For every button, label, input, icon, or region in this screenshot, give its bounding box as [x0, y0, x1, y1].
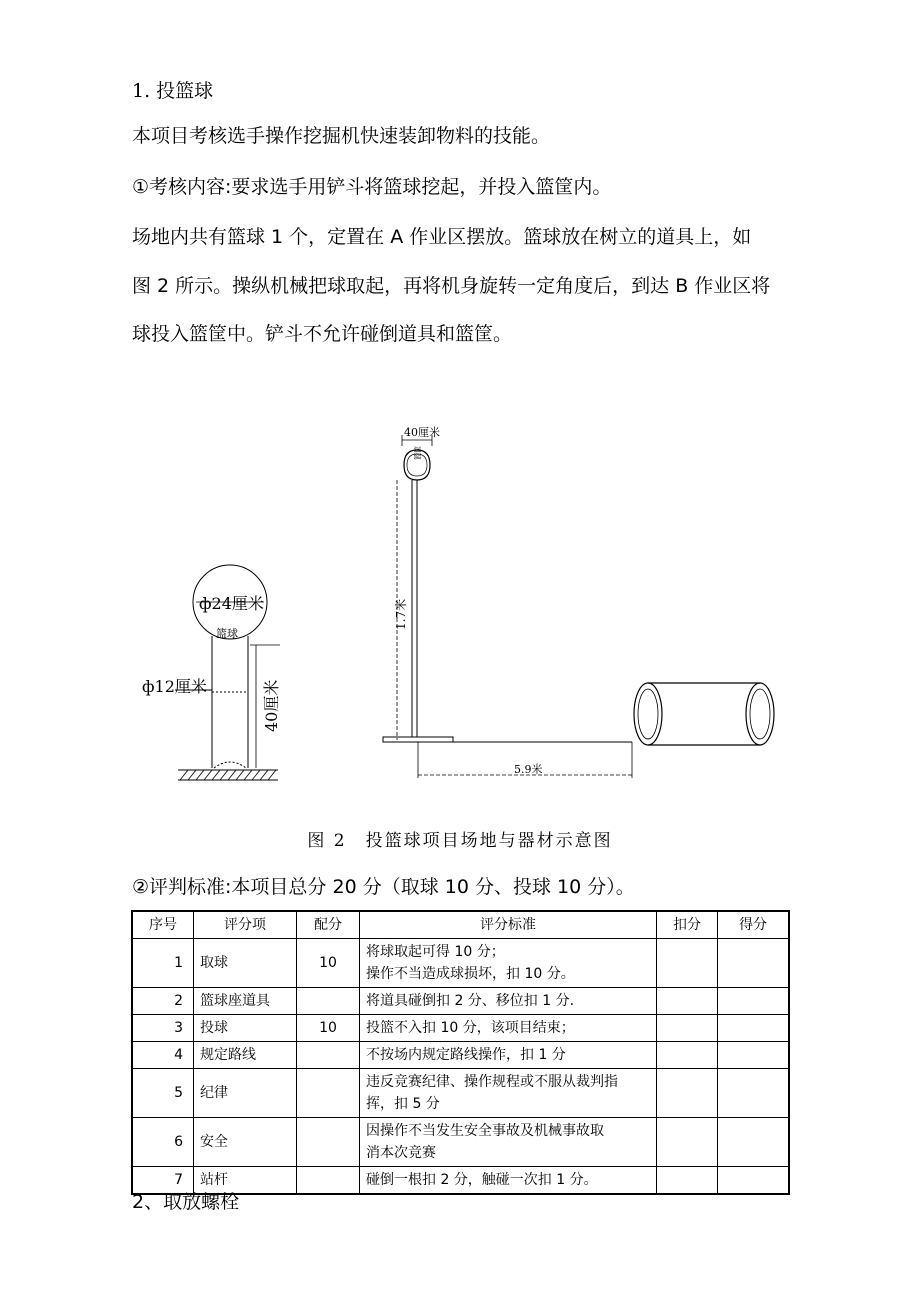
row-score	[297, 1069, 360, 1118]
table-row	[132, 1042, 789, 1069]
col-got: 得分	[718, 911, 790, 939]
row-criteria: 将道具碰倒扣 2 分、移位扣 1 分.	[360, 988, 657, 1015]
paragraph-content: ①考核内容:要求选手用铲斗将篮球挖起，并投入篮筐内。	[132, 176, 612, 198]
row-number: 1	[132, 939, 194, 988]
row-got	[718, 1015, 790, 1042]
table-header-row	[132, 911, 789, 939]
row-number: 4	[132, 1042, 194, 1069]
table-row	[132, 939, 789, 988]
table-row	[132, 1015, 789, 1042]
post-height-label: 40厘米	[262, 679, 281, 732]
row-number: 7	[132, 1167, 194, 1195]
row-criteria: 不按场内规定路线操作，扣 1 分	[360, 1042, 657, 1069]
col-score: 配分	[297, 911, 360, 939]
paragraph-setup-3: 球投入篮筐中。铲斗不允许碰倒道具和篮筐。	[132, 323, 513, 345]
col-item: 评分项	[194, 911, 297, 939]
col-deduct: 扣分	[657, 911, 718, 939]
scoring-table	[131, 910, 790, 1195]
row-score	[297, 988, 360, 1015]
row-score: 10	[297, 1015, 360, 1042]
hoop-width-label: 40厘米	[404, 426, 440, 439]
row-got	[718, 1069, 790, 1118]
row-got	[718, 1118, 790, 1167]
row-item: 纪律	[194, 1069, 297, 1118]
row-item: 投球	[194, 1015, 297, 1042]
row-deduct	[657, 988, 718, 1015]
paragraph-setup-1: 场地内共有篮球 1 个，定置在 A 作业区摆放。篮球放在树立的道具上，如	[132, 226, 752, 248]
row-number: 3	[132, 1015, 194, 1042]
row-criteria: 违反竞赛纪律、操作规程或不服从裁判指 挥，扣 5 分	[360, 1069, 657, 1118]
hoop-label: 篮筐	[414, 446, 422, 460]
row-number: 6	[132, 1118, 194, 1167]
distance-label: 5.9米	[514, 763, 543, 776]
row-number: 5	[132, 1069, 194, 1118]
table-row	[132, 1118, 789, 1167]
row-got	[718, 939, 790, 988]
ball-label: 篮球	[216, 627, 238, 640]
row-item: 安全	[194, 1118, 297, 1167]
row-score: 10	[297, 939, 360, 988]
pole-base	[383, 737, 453, 742]
row-criteria: 因操作不当发生安全事故及机械事故取 消本次竞赛	[360, 1118, 657, 1167]
row-deduct	[657, 1069, 718, 1118]
ball-diameter-label: ф24厘米	[199, 594, 264, 613]
row-item: 规定路线	[194, 1042, 297, 1069]
col-criteria: 评分标准	[360, 911, 657, 939]
section2-title: 2、取放螺栓	[132, 1191, 240, 1213]
criteria-heading: ②评判标准:本项目总分 20 分（取球 10 分、投球 10 分）。	[132, 876, 635, 898]
table-row	[132, 988, 789, 1015]
row-deduct	[657, 1167, 718, 1195]
row-score	[297, 1167, 360, 1195]
row-deduct	[657, 1015, 718, 1042]
row-criteria: 碰倒一根扣 2 分，触碰一次扣 1 分。	[360, 1167, 657, 1195]
row-got	[718, 1167, 790, 1195]
row-got	[718, 988, 790, 1015]
row-item: 站杆	[194, 1167, 297, 1195]
row-score	[297, 1042, 360, 1069]
row-deduct	[657, 939, 718, 988]
row-item: 篮球座道具	[194, 988, 297, 1015]
row-criteria: 投篮不入扣 10 分，该项目结束；	[360, 1015, 657, 1042]
row-number: 2	[132, 988, 194, 1015]
paragraph-setup-2: 图 2 所示。操纵机械把球取起，再将机身旋转一定角度后，到达 B 作业区将	[132, 275, 771, 297]
paragraph-intro: 本项目考核选手操作挖掘机快速装卸物料的技能。	[132, 125, 551, 147]
section1-title: 1. 投篮球	[132, 80, 214, 102]
row-deduct	[657, 1042, 718, 1069]
post-diameter-label: ф12厘米	[142, 677, 207, 696]
pole-height-label: 1.7米	[394, 598, 408, 630]
col-no: 序号	[132, 911, 194, 939]
row-criteria: 将球取起可得 10 分； 操作不当造成球损坏，扣 10 分。	[360, 939, 657, 988]
table-row	[132, 1069, 789, 1118]
row-got	[718, 1042, 790, 1069]
row-deduct	[657, 1118, 718, 1167]
figure-caption: 图 2 投篮球项目场地与器材示意图	[307, 831, 613, 851]
row-item: 取球	[194, 939, 297, 988]
row-score	[297, 1118, 360, 1167]
field-diagram	[0, 380, 920, 810]
